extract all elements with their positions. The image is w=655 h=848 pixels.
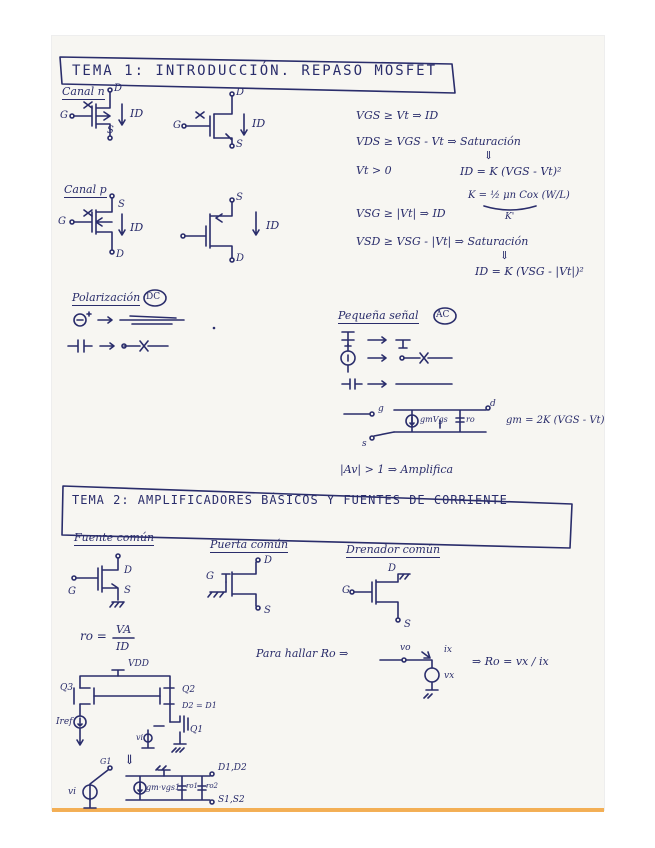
eq-vds: VDS ≥ VGS - Vt ⇒ Saturación (356, 135, 521, 148)
ss-s1s2: S1,S2 (218, 795, 245, 805)
nmos2-s: S (236, 139, 243, 150)
arrow-down-3: ⇓ (124, 753, 135, 768)
cm-q3: Q3 (60, 683, 74, 693)
nmos1-d: D (114, 83, 123, 94)
dc-g: G (342, 585, 350, 596)
cm-vi: vi (136, 733, 144, 742)
ro-vo: vo (400, 643, 411, 653)
tema1-title: TEMA 1: INTRODUCCIÓN. REPASO MOSFET (72, 63, 438, 79)
ss-g1: G1 (100, 757, 112, 766)
para-hallar: Para hallar Ro ⇒ (256, 647, 349, 660)
eq-k-prime: K' (505, 212, 515, 222)
fc-s: S (124, 585, 131, 596)
eq-vt-pos: Vt > 0 (356, 164, 392, 177)
cm-q1: Q1 (190, 725, 204, 735)
pmos1-s: S (118, 199, 125, 210)
ro-ix: ix (444, 645, 452, 655)
fc-d: D (124, 565, 133, 576)
arrow-down-2: ⇓ (500, 249, 510, 262)
ac-badge: AC (436, 310, 450, 320)
ss-s: s (362, 439, 367, 449)
ss-d: d (490, 399, 496, 409)
pmos1-id: ID (130, 221, 144, 234)
eq-k: K = ½ μn Cox (W/L) (468, 190, 570, 201)
ss-d1d2: D1,D2 (218, 763, 247, 773)
cm-q2: Q2 (182, 685, 196, 695)
nmos2-id: ID (252, 117, 266, 130)
canal-p-label: Canal p (64, 183, 107, 196)
drenador-comun-label: Drenador común (346, 543, 441, 556)
ro-vx: vx (444, 671, 455, 681)
cm-d2s1: D2 = D1 (182, 701, 217, 710)
nmos2-d: D (236, 87, 245, 98)
pmos2-s: S (236, 192, 243, 203)
canal-n-label: Canal n (62, 85, 105, 98)
nmos1-g: G (60, 110, 68, 121)
pmos1-g: G (58, 216, 66, 227)
cm-iref: Iref (56, 717, 73, 727)
nmos2-g: G (173, 120, 181, 131)
eq-vgs-vt: VGS ≥ Vt ⇒ ID (356, 109, 439, 122)
ss-gm: gmVgs (420, 415, 448, 424)
pequena-senal-label: Pequeña señal (338, 309, 419, 322)
pmos2-d: D (236, 253, 245, 264)
ss-ro2: ro2 (206, 782, 219, 790)
ro-eq-num: VA (116, 623, 132, 636)
av-rule: |Av| > 1 ⇒ Amplifica (340, 463, 454, 476)
tema2-title: TEMA 2: AMPLIFICADORES BÁSICOS Y FUENTES DE CORRIENTE (72, 493, 508, 507)
fc-g: G (68, 586, 76, 597)
dc-s: S (404, 619, 411, 630)
polarizacion-label: Polarización (72, 291, 141, 304)
pmos1-d: D (116, 249, 125, 260)
pc-d: D (264, 555, 273, 566)
ro-result: ⇒ Ro = vx / ix (472, 655, 549, 668)
fuente-comun-label: Fuente común (74, 531, 155, 544)
dc-badge: DC (146, 292, 161, 302)
ss-ro: ro (466, 415, 475, 424)
nmos1-s: S (107, 125, 114, 136)
dc-d: D (388, 563, 397, 574)
arrow-down-1: ⇓ (484, 149, 494, 162)
ro-eq-lhs: ro = (80, 629, 107, 643)
nmos1-id: ID (130, 107, 144, 120)
ro-eq-den: ID (116, 640, 130, 653)
ss-g: g (378, 404, 384, 414)
eq-id-p: ID = K (VSG - |Vt|)² (475, 265, 584, 278)
eq-vsd: VSD ≥ VSG - |Vt| ⇒ Saturación (356, 235, 529, 248)
puerta-comun-label: Puerta común (210, 538, 289, 551)
ss-gm-vgs1: gm·vgs1 (146, 783, 181, 792)
gm-equation: gm = 2K (VGS - Vt) (506, 415, 605, 426)
ss-vi: vi (68, 787, 76, 797)
eq-id-n: ID = K (VGS - Vt)² (460, 165, 562, 178)
pmos2-id: ID (266, 219, 280, 232)
pc-s: S (264, 605, 271, 616)
eq-vsg: VSG ≥ |Vt| ⇒ ID (356, 207, 446, 220)
ss-ro1: ro1 (186, 782, 199, 790)
pc-g: G (206, 571, 214, 582)
cm-vdd: VDD (128, 659, 149, 669)
